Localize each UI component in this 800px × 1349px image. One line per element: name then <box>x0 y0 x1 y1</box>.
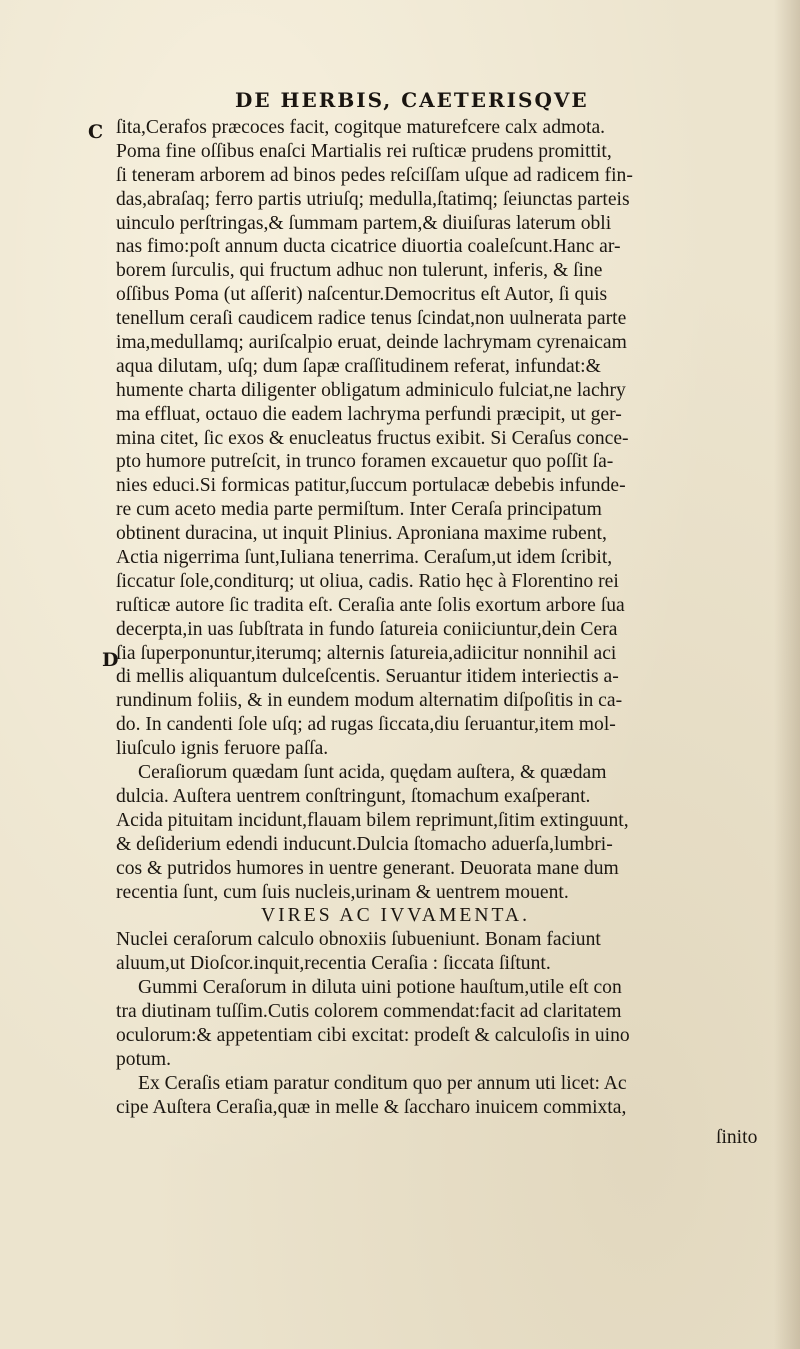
page-edge-shadow <box>774 0 800 1349</box>
text-line: ruſticæ autore ſic tradita eſt. Ceraſia ante ſolis exortum arbore ſua <box>116 594 625 616</box>
text-line: liuſculo ignis feruore paſſa. <box>116 738 329 760</box>
margin-letter-d: D <box>102 649 119 671</box>
text-line: recentia ſunt, cum ſuis nucleis,urinam & uentrem mouent. <box>116 881 569 903</box>
running-header: DE HERBIS, CAETERISQVE <box>235 88 589 112</box>
text-line: das,abraſaq; ferro partis utriuſq; medulla,ſtatimq; ſeiunctas parteis <box>116 188 630 210</box>
text-line: Gummi Ceraſorum in diluta uini potione hauſtum,utile eſt con <box>138 977 622 999</box>
text-line: rundinum foliis, & in eundem modum alternatim diſpoſitis in ca- <box>116 690 623 712</box>
text-line: Actia nigerrima ſunt,Iuliana tenerrima. Ceraſum,ut idem ſcribit, <box>116 547 613 569</box>
text-line: Ex Ceraſis etiam paratur conditum quo per annum uti licet: Ac <box>138 1072 627 1094</box>
text-line: obtinent duracina, ut inquit Plinius. Aproniana maxime rubent, <box>116 523 607 545</box>
text-line: ſiccatur ſole,conditurq; ut oliua, cadis. Ratio hęc à Florentino rei <box>116 570 619 592</box>
section-heading: VIRES AC IVVAMENTA. <box>261 905 530 927</box>
text-line: aluum,ut Dioſcor.inquit,recentia Ceraſia : ſiccata ſiſtunt. <box>116 953 551 975</box>
catchword: ſinito <box>716 1127 758 1148</box>
text-line: oculorum:& appetentiam cibi excitat: prodeſt & calculoſis in uino <box>116 1024 630 1046</box>
text-line: ſita,Cerafos præcoces facit, cogitque maturefcere calx admota. <box>116 117 606 138</box>
text-line: oſſibus Poma (ut aſſerit) naſcentur.Democritus eſt Autor, ſi quis <box>116 284 608 306</box>
text-line: Acida pituitam incidunt,flauam bilem reprimunt,ſitim extinguunt, <box>116 809 629 831</box>
text-line: ma effluat, octauo die eadem lachryma perfundi præcipit, ut ger- <box>116 403 622 425</box>
text-line: Nuclei ceraſorum calculo obnoxiis ſubueniunt. Bonam faciunt <box>116 929 601 951</box>
text-line: tra diutinam tuſſim.Cutis colorem commendat:facit ad claritatem <box>116 1000 622 1022</box>
text-line: ima,medullamq; auriſcalpio eruat, deinde lachrymam cyrenaicam <box>116 332 627 354</box>
text-line: pto humore putreſcit, in trunco foramen excauetur quo poſſit ſa- <box>116 451 614 473</box>
text-line: humente charta diligenter obligatum adminiculo fulciat,ne lachry <box>116 379 626 401</box>
text-line: ſi teneram arborem ad binos pedes reſciſſam uſque ad radicem fin- <box>116 164 633 186</box>
text-line: nas fimo:poſt annum ducta cicatrice diuortia coaleſcunt.Hanc ar- <box>116 236 621 258</box>
text-line: nies educi.Si formicas patitur,ſuccum portulacæ debebis infunde- <box>116 475 626 497</box>
text-line: mina citet, ſic exos & enucleatus fructus exibit. Si Ceraſus conce- <box>116 427 629 449</box>
text-line: decerpta,in uas ſubſtrata in fundo ſatureia coniiciuntur,dein Cera <box>116 618 618 640</box>
text-line: potum. <box>116 1048 171 1070</box>
text-line: uinculo perſtringas,& ſummam partem,& diuiſuras laterum obli <box>116 212 612 234</box>
text-line: tenellum ceraſi caudicem radice tenus ſcindat,non uulnerata parte <box>116 308 627 330</box>
text-line: & deſiderium edendi inducunt.Dulcia ſtomacho aduerſa,lumbri- <box>116 833 613 855</box>
text-line: borem ſurculis, qui fructum adhuc non tulerunt, inferis, & ſine <box>116 260 603 282</box>
margin-letter-c: C <box>88 121 104 143</box>
text-line: re cum aceto media parte permiſtum. Inter Ceraſa principatum <box>116 499 602 521</box>
text-line: cos & putridos humores in uentre generant. Deuorata mane dum <box>116 857 619 879</box>
text-line: di mellis aliquantum dulceſcentis. Seruantur itidem interiectis a- <box>116 666 619 688</box>
body-text <box>116 116 776 1119</box>
text-line: Ceraſiorum quædam ſunt acida, quędam auſtera, & quædam <box>138 762 607 784</box>
text-line: do. In candenti ſole uſq; ad rugas ſiccata,diu ſeruantur,item mol- <box>116 714 616 736</box>
text-line: dulcia. Auſtera uentrem conſtringunt, ſtomachum exaſperant. <box>116 785 591 807</box>
text-line: Poma fine oſſibus enaſci Martialis rei ruſticæ prudens promittit, <box>116 140 612 162</box>
text-line: aqua dilutam, uſq; dum ſapæ craſſitudinem referat, infundat:& <box>116 355 601 377</box>
text-line: ſia ſuperponuntur,iterumq; alternis ſatureia,adiicitur nonnihil aci <box>116 642 617 664</box>
text-line: cipe Auſtera Ceraſia,quæ in melle & ſaccharo inuicem commixta, <box>116 1096 627 1118</box>
